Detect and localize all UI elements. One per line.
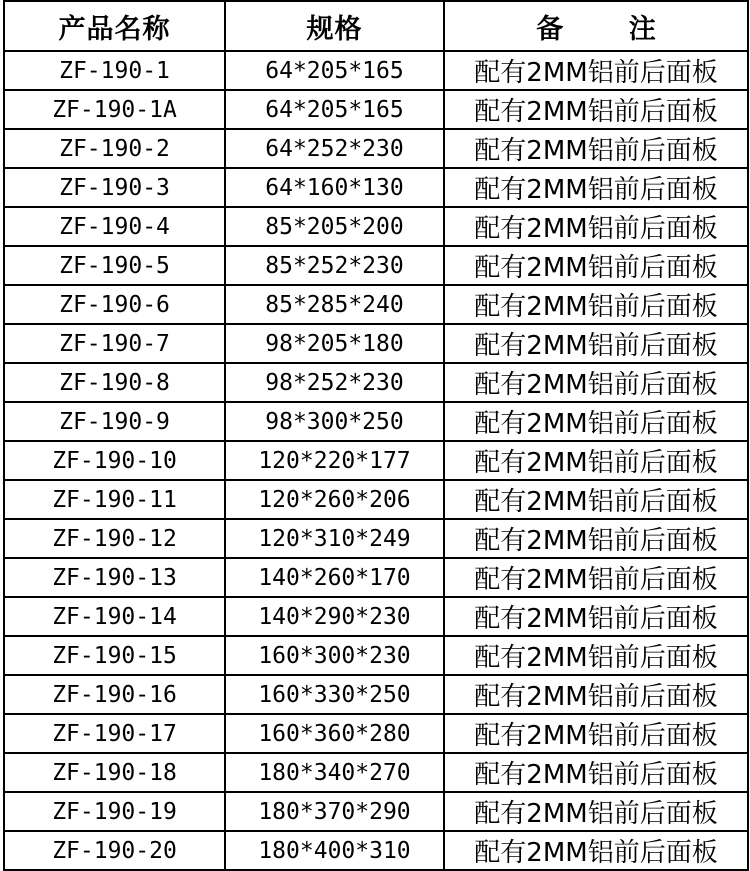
- header-row: [4, 1, 748, 51]
- table-row: [4, 402, 748, 441]
- table-row: [4, 168, 748, 207]
- remark-cell: 配有2MM铝前后面板: [444, 792, 748, 831]
- spec-cell: 85*285*240: [225, 285, 444, 324]
- product-name-cell: ZF-190-19: [4, 792, 225, 831]
- header-remark: 备 注: [444, 1, 748, 51]
- table-row: [4, 207, 748, 246]
- header-product-name: 产品名称: [4, 1, 225, 51]
- product-name-cell: ZF-190-6: [4, 285, 225, 324]
- product-name-cell: ZF-190-16: [4, 675, 225, 714]
- remark-cell: 配有2MM铝前后面板: [444, 324, 748, 363]
- spec-cell: 98*205*180: [225, 324, 444, 363]
- table-row: [4, 129, 748, 168]
- table-row: [4, 519, 748, 558]
- spec-cell: 160*300*230: [225, 636, 444, 675]
- product-name-cell: ZF-190-15: [4, 636, 225, 675]
- product-name-cell: ZF-190-2: [4, 129, 225, 168]
- spec-cell: 120*260*206: [225, 480, 444, 519]
- remark-cell: 配有2MM铝前后面板: [444, 831, 748, 870]
- remark-cell: 配有2MM铝前后面板: [444, 558, 748, 597]
- table-row: [4, 831, 748, 870]
- remark-cell: 配有2MM铝前后面板: [444, 246, 748, 285]
- remark-cell: 配有2MM铝前后面板: [444, 597, 748, 636]
- remark-cell: 配有2MM铝前后面板: [444, 90, 748, 129]
- spec-cell: 140*260*170: [225, 558, 444, 597]
- remark-cell: 配有2MM铝前后面板: [444, 363, 748, 402]
- product-name-cell: ZF-190-13: [4, 558, 225, 597]
- spec-cell: 180*340*270: [225, 753, 444, 792]
- spec-cell: 98*252*230: [225, 363, 444, 402]
- product-name-cell: ZF-190-1: [4, 51, 225, 90]
- remark-cell: 配有2MM铝前后面板: [444, 753, 748, 792]
- table-row: [4, 363, 748, 402]
- remark-cell: 配有2MM铝前后面板: [444, 441, 748, 480]
- product-name-cell: ZF-190-3: [4, 168, 225, 207]
- table-row: [4, 597, 748, 636]
- table-body: [4, 51, 748, 870]
- table-row: [4, 51, 748, 90]
- spec-cell: 120*220*177: [225, 441, 444, 480]
- spec-cell: 98*300*250: [225, 402, 444, 441]
- product-name-cell: ZF-190-14: [4, 597, 225, 636]
- table-row: [4, 675, 748, 714]
- product-name-cell: ZF-190-10: [4, 441, 225, 480]
- product-name-cell: ZF-190-8: [4, 363, 225, 402]
- table-row: [4, 636, 748, 675]
- product-name-cell: ZF-190-17: [4, 714, 225, 753]
- spec-cell: 85*252*230: [225, 246, 444, 285]
- table-row: [4, 714, 748, 753]
- spec-cell: 64*160*130: [225, 168, 444, 207]
- remark-cell: 配有2MM铝前后面板: [444, 129, 748, 168]
- product-name-cell: ZF-190-9: [4, 402, 225, 441]
- remark-cell: 配有2MM铝前后面板: [444, 285, 748, 324]
- table-row: [4, 441, 748, 480]
- remark-cell: 配有2MM铝前后面板: [444, 168, 748, 207]
- remark-cell: 配有2MM铝前后面板: [444, 402, 748, 441]
- table-row: [4, 480, 748, 519]
- table-row: [4, 792, 748, 831]
- spec-cell: 64*252*230: [225, 129, 444, 168]
- spec-cell: 180*400*310: [225, 831, 444, 870]
- spec-cell: 180*370*290: [225, 792, 444, 831]
- product-name-cell: ZF-190-18: [4, 753, 225, 792]
- remark-cell: 配有2MM铝前后面板: [444, 480, 748, 519]
- table-row: [4, 90, 748, 129]
- product-name-cell: ZF-190-12: [4, 519, 225, 558]
- product-name-cell: ZF-190-5: [4, 246, 225, 285]
- header-spec: 规格: [225, 1, 444, 51]
- table-row: [4, 753, 748, 792]
- product-name-cell: ZF-190-11: [4, 480, 225, 519]
- remark-cell: 配有2MM铝前后面板: [444, 675, 748, 714]
- spec-cell: 140*290*230: [225, 597, 444, 636]
- spec-cell: 160*360*280: [225, 714, 444, 753]
- product-name-cell: ZF-190-20: [4, 831, 225, 870]
- spec-cell: 85*205*200: [225, 207, 444, 246]
- product-name-cell: ZF-190-1A: [4, 90, 225, 129]
- spec-cell: 64*205*165: [225, 90, 444, 129]
- remark-cell: 配有2MM铝前后面板: [444, 714, 748, 753]
- table-row: [4, 246, 748, 285]
- table-row: [4, 285, 748, 324]
- product-name-cell: ZF-190-7: [4, 324, 225, 363]
- remark-cell: 配有2MM铝前后面板: [444, 207, 748, 246]
- table-row: [4, 558, 748, 597]
- table-row: [4, 324, 748, 363]
- spec-cell: 160*330*250: [225, 675, 444, 714]
- remark-cell: 配有2MM铝前后面板: [444, 519, 748, 558]
- remark-cell: 配有2MM铝前后面板: [444, 636, 748, 675]
- product-name-cell: ZF-190-4: [4, 207, 225, 246]
- spec-cell: 64*205*165: [225, 51, 444, 90]
- remark-cell: 配有2MM铝前后面板: [444, 51, 748, 90]
- product-spec-table: [3, 0, 749, 871]
- spec-cell: 120*310*249: [225, 519, 444, 558]
